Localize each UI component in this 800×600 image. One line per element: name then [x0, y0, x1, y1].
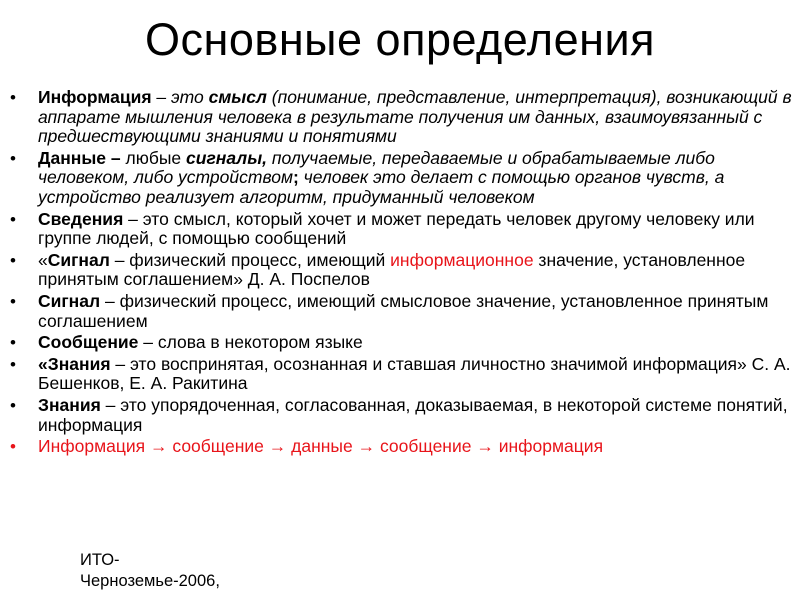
term: Сигнал — [47, 249, 110, 270]
definition-text: любые — [120, 147, 187, 168]
footer-line-2: Черноземье-2006, — [80, 572, 220, 590]
definition-text: это — [171, 87, 209, 107]
bullet-icon: • — [10, 354, 16, 374]
definition-text: получаемые, передаваемые и обрабатываемые либо человеком, либо устройством — [38, 147, 715, 188]
bullet-icon: • — [10, 250, 16, 270]
footer-line-1: ИТО- — [80, 551, 120, 569]
list-item-chain — [8, 437, 798, 457]
bullet-icon: • — [10, 333, 16, 353]
emphasis-text: смысл — [208, 87, 267, 107]
footer-credit — [80, 550, 220, 592]
list-item-signal — [8, 292, 798, 331]
definition-text: – слова в некотором языке — [138, 332, 363, 353]
definitions-list — [8, 88, 798, 459]
page-title: Основные определения — [145, 14, 655, 65]
list-item-informatsiya — [8, 88, 798, 147]
highlight-text: информационное — [390, 249, 534, 270]
bullet-icon: • — [10, 395, 16, 415]
definition-text: – это упорядоченная, согласованная, доказываемая, в некоторой системе понятий, информация — [38, 394, 788, 435]
dash-text: – — [151, 87, 172, 107]
list-item-znaniya-quote — [8, 355, 798, 394]
quote-mark: « — [38, 249, 48, 270]
bullet-icon: • — [10, 437, 16, 457]
term: Знания — [38, 394, 101, 415]
definition-text: (понимание, представление, интерпретация), возникающий в аппарате мышления человека в результате получения им данных, взаимоувязанный с предшествующими знаниями и понятиями — [38, 87, 792, 147]
term: Информация — [38, 87, 152, 107]
bullet-icon: • — [10, 88, 16, 107]
bullet-icon: • — [10, 209, 16, 229]
term: Данные – — [38, 147, 121, 168]
definition-text: – это смысл, который хочет и может передать человек другому человеку или группе людей, с помощью сообщений — [38, 208, 755, 249]
list-item-soobshchenie — [8, 333, 798, 353]
definition-text: – физический процесс, имеющий смысловое значение, установленное принятым соглашением — [38, 290, 769, 331]
definition-text: значение, установленное принятым соглашением» Д. А. Поспелов — [38, 249, 746, 290]
list-item-dannye — [8, 149, 798, 208]
definition-text: человек это делает с помощью органов чувств, а устройство реализует алгоритм, придуманный человеком — [38, 167, 725, 207]
term: «Знания — [38, 353, 111, 374]
bullet-icon: • — [10, 291, 16, 311]
list-item-znaniya — [8, 396, 798, 435]
term: Сведения — [38, 208, 124, 229]
list-item-signal-quote — [8, 251, 798, 290]
definition-text: – это воспринятая, осознанная и ставшая личностно значимой информация» С. А. Бешенков, Е. А. Ракитина — [38, 353, 791, 394]
list-item-svedeniya — [8, 210, 798, 249]
term: Сигнал — [38, 290, 101, 311]
term: Сообщение — [38, 332, 139, 353]
semicolon-text: ; — [292, 167, 299, 188]
chain-text: Информация → сообщение → данные → сообщение → информация — [38, 436, 604, 457]
bullet-icon: • — [10, 148, 16, 168]
definition-text: – физический процесс, имеющий — [109, 249, 391, 270]
emphasis-text: сигналы, — [186, 147, 268, 168]
